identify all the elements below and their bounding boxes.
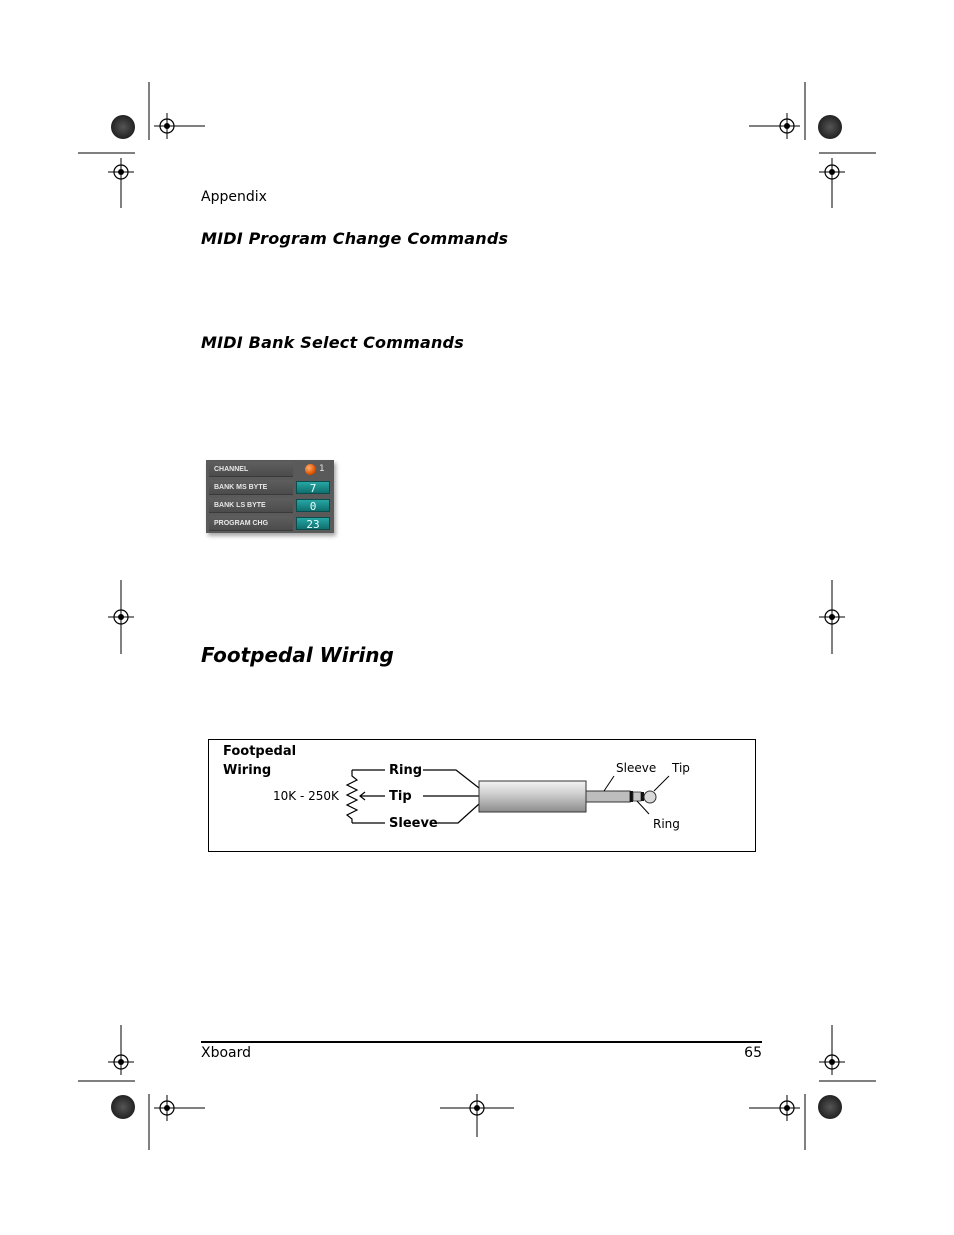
program-chg-label: PROGRAM CHG — [209, 516, 293, 531]
midi-settings-panel — [206, 460, 334, 533]
plug-tip-label: Tip — [672, 761, 690, 775]
bank-ls-row — [209, 498, 331, 513]
channel-label: CHANNEL — [209, 462, 293, 477]
channel-row — [209, 462, 331, 477]
program-change-heading: MIDI Program Change Commands — [201, 229, 509, 248]
tip-label: Tip — [389, 789, 412, 804]
diagram-title-line2: Wiring — [223, 763, 272, 778]
plug-ring-label: Ring — [653, 817, 680, 831]
bank-ls-value: 0 — [296, 499, 330, 512]
sleeve-label: Sleeve — [389, 816, 438, 831]
program-chg-value: 23 — [296, 517, 330, 530]
ring-label: Ring — [389, 763, 423, 778]
footpedal-heading: Footpedal Wiring — [201, 643, 394, 667]
bank-ms-value: 7 — [296, 481, 330, 494]
running-head: Appendix — [201, 189, 267, 205]
resistance-label: 10K - 250K — [273, 789, 339, 803]
bank-ms-row — [209, 480, 331, 495]
plug-sleeve-label: Sleeve — [616, 761, 657, 775]
bank-select-heading: MIDI Bank Select Commands — [201, 333, 464, 352]
diagram-title-line1: Footpedal — [223, 744, 297, 759]
channel-value: 1 — [319, 464, 325, 474]
program-chg-row — [209, 516, 331, 531]
page-number: 65 — [744, 1045, 762, 1061]
quarter-inch-plug-icon — [479, 776, 669, 814]
channel-led-icon — [305, 464, 316, 475]
footer-product-name: Xboard — [201, 1045, 252, 1061]
bank-ls-label: BANK LS BYTE — [209, 498, 293, 513]
footpedal-wiring-diagram — [208, 739, 756, 852]
footer-rule — [201, 1041, 762, 1043]
bank-ms-label: BANK MS BYTE — [209, 480, 293, 495]
potentiometer-icon — [347, 770, 385, 823]
